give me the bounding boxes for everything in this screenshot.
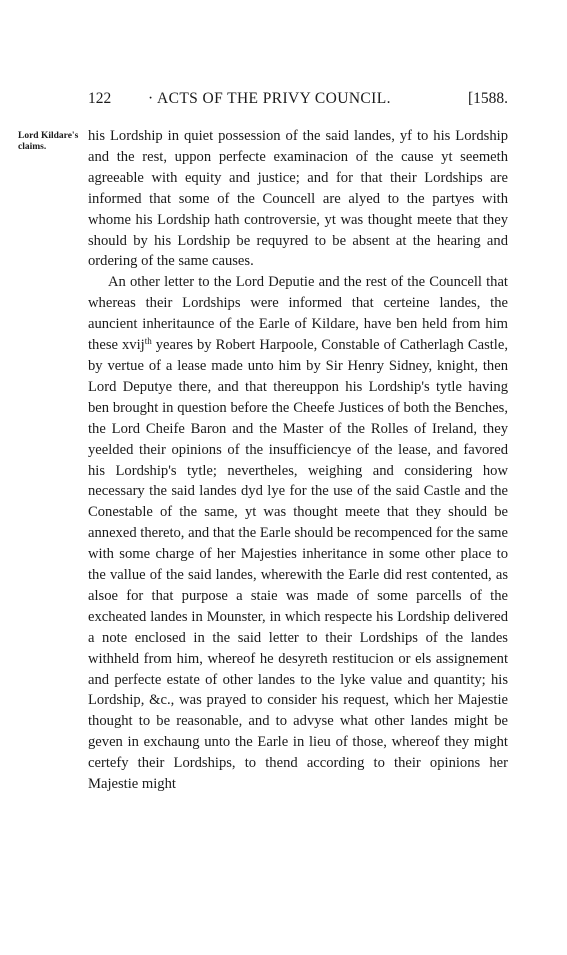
body-text: [88, 126, 508, 795]
running-header: [88, 90, 508, 114]
page-number: 122: [88, 90, 112, 107]
margin-note: Lord Kildare's claims.: [18, 131, 79, 152]
paragraph-2-text-a: An other letter to the Lord Deputie and the rest of the Councell that whereas their Lordships were informed that certeine landes, the auncient inheritaunce of the Earle of Kildare, have ben held from him these xvij: [88, 274, 508, 354]
year-marker: [1588.: [467, 90, 508, 107]
running-title: · ACTS OF THE PRIVY COUNCIL.: [148, 90, 391, 107]
paragraph-2-text-b: yeares by Robert Harpoole, Constable of Catherlagh Castle, by vertue of a lease made unto him by Sir Henry Sidney, knight, then Lord Deputye there, and that thereuppon his Lordship's tytle having ben brought in question before the Cheefe Justices of both the Benches, the Lord Cheife Baron and the Master of the Rolles of Ireland, they yeelded their opinions of the insufficiencye of the lease, and favored his Lordship's tytle; nevertheles, weighing and considering how necessary the said landes dyd lye for the use of the said Castle and the Conestable of the same, yt was thought meete that they should be annexed thereto, and that the Earle should be recompenced for the same with some charge of her Majesties inheritance in some other place to the vallue of the said landes, wherewith the Earle did rest contented, as alsoe for that purpose a staie was made of some parcells of the excheated landes in Mounster, in which respecte his Lordship delivered a note enclosed in the said letter to their Lordships of the landes withheld from him, whereof he desyreth restitucion or els assignement and perfecte estate of other landes to the lyke value and quantity; his Lordship, &c., was prayed to consider his request, which her Majestie thought to be reasonable, and to advyse what other landes might be geven in exchaung unto the Earle in lieu of those, whereof they might certefy their Lordships, to thend according to their opinions her Majestie might: [88, 337, 508, 793]
paragraph-2: [88, 272, 508, 795]
ordinal-superscript: th: [144, 336, 152, 347]
paragraph-1: his Lordship in quiet possession of the said landes, yf to his Lordship and the rest, uppon perfecte examinacion of the cause yt seemeth agreeable with equity and justice; and for that their Lordships are informed that some of the Councell are alyed to the partyes with whome his Lordship hath controversie, yt was thought meete that they should by his Lordship be requyred to be absent at the hearing and ordering of the same causes.: [88, 128, 508, 270]
